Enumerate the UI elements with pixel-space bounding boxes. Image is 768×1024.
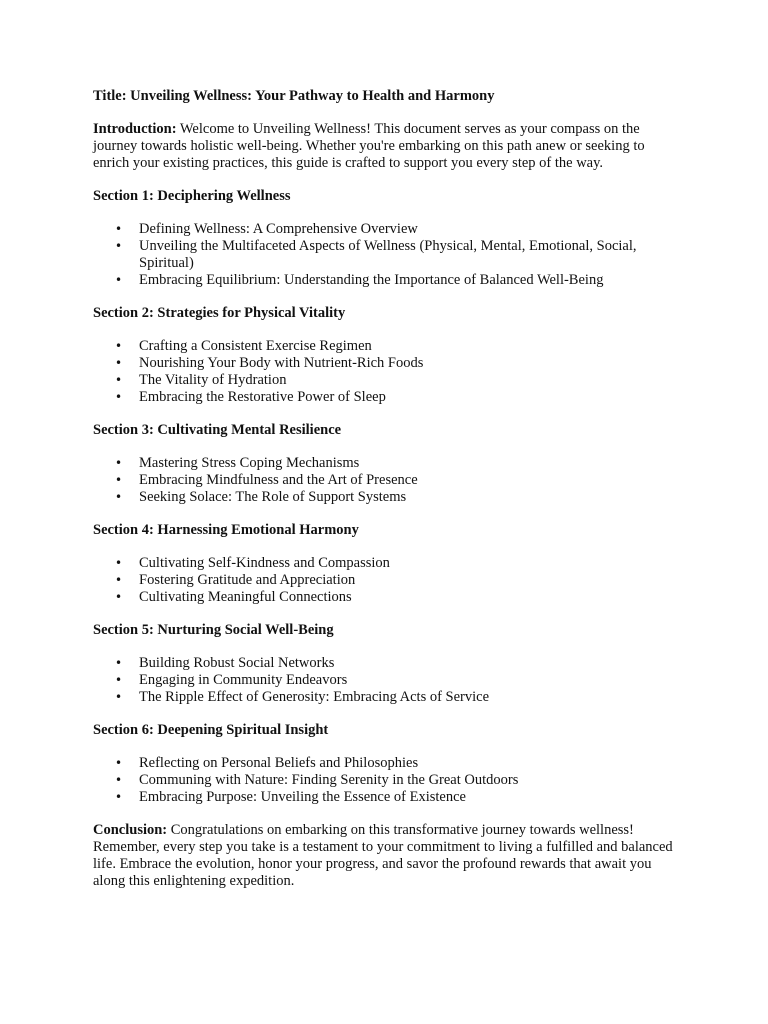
section-heading: Section 1: Deciphering Wellness: [93, 188, 291, 204]
section-bullet-list: [93, 455, 679, 506]
list-item: • Embracing the Restorative Power of Sleep: [93, 389, 679, 406]
list-item: • The Vitality of Hydration: [93, 372, 679, 389]
section-bullet-list: [93, 755, 679, 806]
introduction-text: Welcome to Unveiling Wellness! This document serves as your compass on the journey towards holistic well-being. Whether you're embarking on this path anew or seeking to enrich your existing practices, this guide is crafted to support you every step of the way.: [93, 121, 645, 171]
section-2: [93, 305, 679, 406]
list-item: • Cultivating Self-Kindness and Compassion: [93, 555, 679, 572]
list-item: • Crafting a Consistent Exercise Regimen: [93, 338, 679, 355]
list-item: • Nourishing Your Body with Nutrient-Rich Foods: [93, 355, 679, 372]
list-item: • Defining Wellness: A Comprehensive Overview: [93, 221, 679, 238]
list-item: • Embracing Mindfulness and the Art of Presence: [93, 472, 679, 489]
section-1: [93, 188, 679, 289]
section-bullet-list: [93, 655, 679, 706]
list-item: • Unveiling the Multifaceted Aspects of Wellness (Physical, Mental, Emotional, Social, Spiritual): [93, 238, 679, 272]
section-heading: Section 5: Nurturing Social Well-Being: [93, 622, 334, 638]
list-item: • The Ripple Effect of Generosity: Embracing Acts of Service: [93, 689, 679, 706]
list-item: • Seeking Solace: The Role of Support Systems: [93, 489, 679, 506]
list-item: • Communing with Nature: Finding Serenity in the Great Outdoors: [93, 772, 679, 789]
list-item: • Fostering Gratitude and Appreciation: [93, 572, 679, 589]
list-item: • Reflecting on Personal Beliefs and Philosophies: [93, 755, 679, 772]
section-bullet-list: [93, 221, 679, 289]
conclusion-lead: Conclusion:: [93, 822, 168, 838]
section-6: [93, 722, 679, 806]
document-page: [93, 88, 679, 890]
section-4: [93, 522, 679, 606]
conclusion-paragraph: [93, 822, 679, 890]
document-title: Title: Unveiling Wellness: Your Pathway to Health and Harmony: [93, 88, 495, 104]
list-item: • Mastering Stress Coping Mechanisms: [93, 455, 679, 472]
list-item: • Cultivating Meaningful Connections: [93, 589, 679, 606]
section-5: [93, 622, 679, 706]
section-heading: Section 2: Strategies for Physical Vitality: [93, 305, 346, 321]
conclusion-text: Congratulations on embarking on this transformative journey towards wellness! Remember, every step you take is a testament to your commitment to living a fulfilled and balanced life. Embrace the evolution, honor your progress, and savor the profound rewards that await you along this enlightening expedition.: [93, 822, 673, 889]
list-item: • Engaging in Community Endeavors: [93, 672, 679, 689]
introduction-paragraph: [93, 121, 679, 172]
section-bullet-list: [93, 338, 679, 406]
section-heading: Section 6: Deepening Spiritual Insight: [93, 722, 329, 738]
section-3: [93, 422, 679, 506]
list-item: • Embracing Purpose: Unveiling the Essence of Existence: [93, 789, 679, 806]
section-bullet-list: [93, 555, 679, 606]
list-item: • Embracing Equilibrium: Understanding the Importance of Balanced Well-Being: [93, 272, 679, 289]
section-heading: Section 4: Harnessing Emotional Harmony: [93, 522, 359, 538]
list-item: • Building Robust Social Networks: [93, 655, 679, 672]
section-heading: Section 3: Cultivating Mental Resilience: [93, 422, 342, 438]
introduction-lead: Introduction:: [93, 121, 177, 137]
